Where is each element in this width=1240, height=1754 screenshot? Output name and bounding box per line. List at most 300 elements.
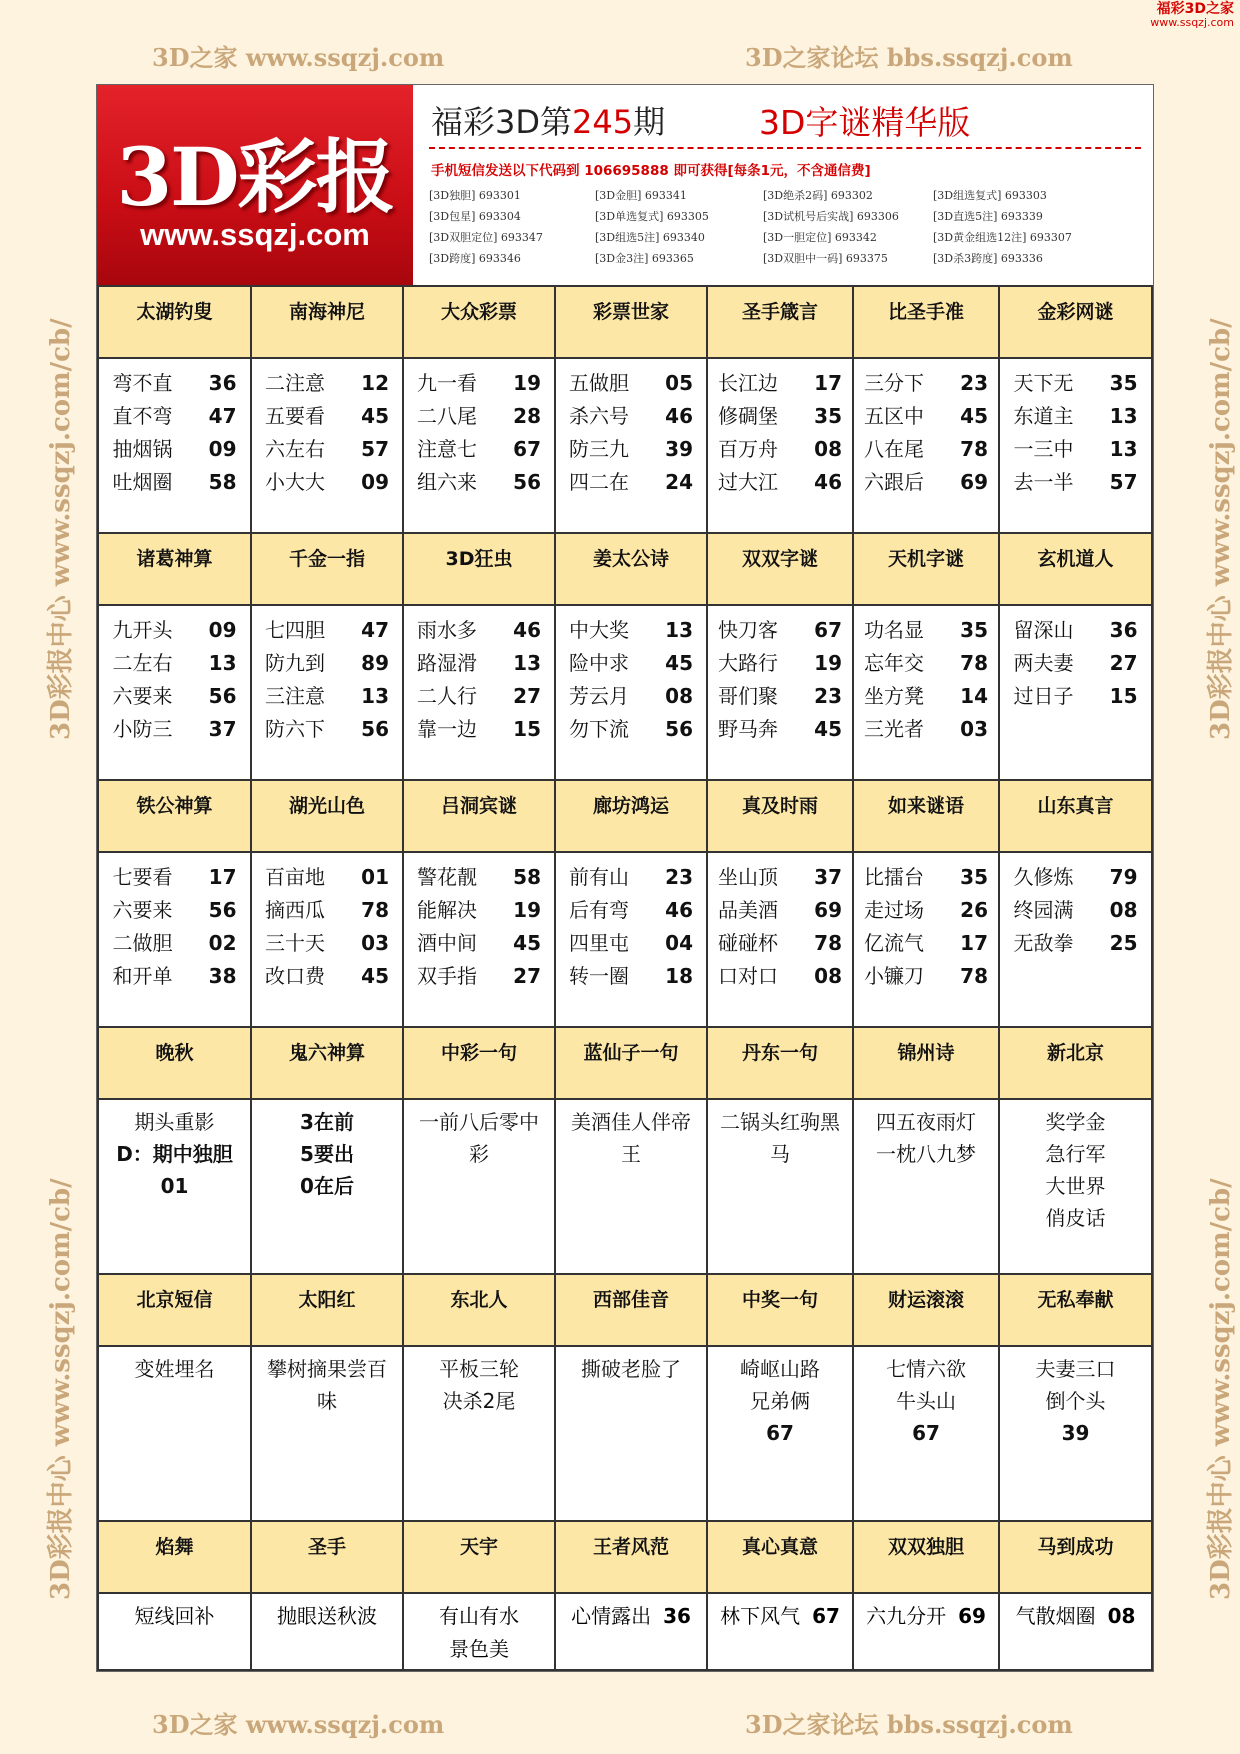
riddle-cell bbox=[554, 851, 706, 1026]
riddle-text: 走过场 bbox=[864, 898, 924, 922]
riddle-text: 改口费 bbox=[265, 964, 325, 988]
riddle-number: 78 bbox=[361, 898, 389, 922]
watermark-bottom-left: 3D之家 www.ssqzj.com bbox=[152, 1710, 445, 1739]
riddle-number: 13 bbox=[208, 651, 237, 675]
riddle-line bbox=[854, 960, 998, 993]
column-header-label: 无私奉献 bbox=[1037, 1289, 1114, 1311]
riddle-text-block bbox=[1000, 1100, 1151, 1234]
riddle-number: 89 bbox=[361, 651, 389, 675]
riddle-number: 78 bbox=[960, 964, 988, 988]
riddle-number: 69 bbox=[814, 898, 842, 922]
riddle-text-line: 七情六欲 bbox=[886, 1357, 966, 1381]
riddle-number: 09 bbox=[208, 437, 237, 461]
riddle-text-block bbox=[404, 1100, 554, 1170]
riddle-number: 35 bbox=[814, 404, 842, 428]
riddle-cell bbox=[554, 1592, 706, 1671]
riddle-number: 79 bbox=[1109, 865, 1138, 889]
riddle-cell bbox=[998, 357, 1153, 532]
riddle-line bbox=[99, 960, 250, 993]
riddle-line bbox=[854, 433, 998, 466]
divider bbox=[429, 147, 1141, 149]
riddle-number: 35 bbox=[1109, 371, 1138, 395]
riddle-cell bbox=[402, 604, 554, 779]
sms-code: [3D单选复式] 693305 bbox=[595, 210, 709, 223]
riddle-cell bbox=[852, 604, 998, 779]
riddle-number: 58 bbox=[208, 470, 237, 494]
column-header bbox=[998, 285, 1153, 357]
riddle-text: 短线回补 bbox=[134, 1604, 215, 1628]
column-header-label: 真及时雨 bbox=[741, 795, 818, 817]
riddle-text: 忘年交 bbox=[864, 651, 924, 675]
riddle-line bbox=[99, 894, 250, 927]
column-header-label: 千金一指 bbox=[288, 548, 365, 570]
riddle-text-block bbox=[252, 1347, 402, 1417]
riddle-cell bbox=[998, 1592, 1153, 1671]
riddle-line bbox=[404, 1594, 554, 1629]
riddle-line bbox=[1000, 367, 1151, 400]
riddle-number: 35 bbox=[960, 618, 988, 642]
riddle-text-line: 撕破老脸了 bbox=[581, 1357, 681, 1381]
sms-code: [3D组选5注] 693340 bbox=[595, 231, 705, 244]
issue-number: 245 bbox=[572, 103, 634, 141]
sms-code: [3D黄金组选12注] 693307 bbox=[933, 231, 1072, 244]
riddle-text-block bbox=[556, 1100, 706, 1170]
riddle-text: 二注意 bbox=[265, 371, 325, 395]
riddle-text: 无敌拳 bbox=[1013, 931, 1074, 955]
riddle-number: 05 bbox=[665, 371, 693, 395]
riddle-number: 14 bbox=[960, 684, 988, 708]
riddle-number: 69 bbox=[958, 1604, 986, 1628]
riddle-line bbox=[556, 894, 706, 927]
riddle-number: 08 bbox=[814, 964, 842, 988]
riddle-line bbox=[556, 614, 706, 647]
riddle-cell bbox=[250, 604, 402, 779]
riddle-line bbox=[252, 400, 402, 433]
issue-title bbox=[431, 97, 971, 143]
riddle-text-line: 5要出 bbox=[300, 1142, 354, 1166]
riddle-text: 三分下 bbox=[864, 371, 924, 395]
riddle-number: 56 bbox=[208, 684, 237, 708]
watermark-top-right: 3D之家论坛 bbs.ssqzj.com bbox=[745, 43, 1073, 72]
riddle-text: 双手指 bbox=[417, 964, 477, 988]
riddle-cell bbox=[554, 1098, 706, 1273]
riddle-line bbox=[1000, 466, 1151, 499]
riddle-number: 38 bbox=[208, 964, 237, 988]
riddle-lines bbox=[252, 606, 402, 746]
riddle-cell bbox=[97, 1592, 250, 1671]
column-header bbox=[998, 1026, 1153, 1098]
riddle-lines bbox=[404, 359, 554, 499]
riddle-line bbox=[404, 927, 554, 960]
riddle-text: 吐烟圈 bbox=[112, 470, 173, 494]
riddle-cell bbox=[554, 357, 706, 532]
riddle-line bbox=[708, 960, 852, 993]
riddle-text: 碰碰杯 bbox=[718, 931, 778, 955]
riddle-line bbox=[252, 680, 402, 713]
riddle-number: 69 bbox=[960, 470, 988, 494]
riddle-number: 08 bbox=[665, 684, 693, 708]
riddle-line bbox=[708, 927, 852, 960]
riddle-number: 18 bbox=[665, 964, 693, 988]
riddle-text: 小大大 bbox=[265, 470, 325, 494]
riddle-line bbox=[404, 894, 554, 927]
riddle-line bbox=[404, 861, 554, 894]
riddle-number: 01 bbox=[361, 865, 389, 889]
riddle-text: 五区中 bbox=[864, 404, 924, 428]
column-header bbox=[852, 1026, 998, 1098]
riddle-text: 二人行 bbox=[417, 684, 477, 708]
riddle-text-block bbox=[854, 1347, 998, 1449]
riddle-lines bbox=[99, 606, 250, 746]
riddle-cell bbox=[852, 1345, 998, 1520]
riddle-line bbox=[708, 433, 852, 466]
column-header-label: 真心真意 bbox=[741, 1536, 818, 1558]
riddle-line bbox=[99, 861, 250, 894]
riddle-cell bbox=[706, 1592, 852, 1671]
riddle-number: 13 bbox=[513, 651, 541, 675]
column-header-label: 西部佳音 bbox=[592, 1289, 669, 1311]
riddle-text: 六跟后 bbox=[864, 470, 924, 494]
riddle-text: 终园满 bbox=[1013, 898, 1074, 922]
riddle-number: 56 bbox=[513, 470, 541, 494]
riddle-text: 雨水多 bbox=[417, 618, 477, 642]
riddle-cell bbox=[97, 1345, 250, 1520]
column-header-label: 北京短信 bbox=[136, 1289, 213, 1311]
riddle-line bbox=[708, 367, 852, 400]
column-header-label: 比圣手准 bbox=[887, 301, 964, 323]
riddle-line bbox=[556, 713, 706, 746]
riddle-number: 25 bbox=[1109, 931, 1138, 955]
riddle-line bbox=[556, 400, 706, 433]
column-header bbox=[97, 779, 250, 851]
riddle-line bbox=[1000, 433, 1151, 466]
column-header-label: 丹东一句 bbox=[741, 1042, 818, 1064]
riddle-text: 注意七 bbox=[417, 437, 477, 461]
riddle-text-line: 王 bbox=[621, 1142, 641, 1166]
corner-brand bbox=[1150, 2, 1234, 28]
side-watermark-left-2: 3D彩报中心 www.ssqzj.com/cb/ bbox=[46, 1178, 76, 1600]
riddle-text-line: 美酒佳人伴帝 bbox=[571, 1110, 691, 1134]
riddle-line bbox=[556, 367, 706, 400]
riddle-lines bbox=[708, 853, 852, 993]
column-header bbox=[706, 1026, 852, 1098]
riddle-text: 二八尾 bbox=[417, 404, 477, 428]
riddle-text-block bbox=[404, 1347, 554, 1417]
riddle-text: 酒中间 bbox=[417, 931, 477, 955]
sms-code: [3D组选复式] 693303 bbox=[933, 189, 1047, 202]
riddle-text: 去一半 bbox=[1013, 470, 1074, 494]
column-header bbox=[554, 1026, 706, 1098]
riddle-line bbox=[854, 680, 998, 713]
column-header bbox=[97, 285, 250, 357]
riddle-line bbox=[556, 927, 706, 960]
riddle-number: 78 bbox=[960, 437, 988, 461]
column-header bbox=[706, 1273, 852, 1345]
riddle-line bbox=[404, 960, 554, 993]
riddle-lines bbox=[556, 853, 706, 993]
riddle-line bbox=[404, 647, 554, 680]
riddle-text-block bbox=[99, 1347, 250, 1385]
riddle-line bbox=[708, 647, 852, 680]
riddle-cell bbox=[402, 851, 554, 1026]
column-header-label: 彩票世家 bbox=[592, 301, 669, 323]
riddle-text-block bbox=[252, 1100, 402, 1202]
riddle-line bbox=[708, 400, 852, 433]
column-header-label: 锦州诗 bbox=[897, 1042, 955, 1064]
riddle-line bbox=[252, 367, 402, 400]
column-header bbox=[250, 1026, 402, 1098]
riddle-cell bbox=[402, 1592, 554, 1671]
riddle-text-line: 01 bbox=[160, 1174, 189, 1198]
riddle-cell bbox=[998, 1098, 1153, 1273]
riddle-text: 险中求 bbox=[569, 651, 629, 675]
riddle-text: 四二在 bbox=[569, 470, 629, 494]
riddle-cell bbox=[706, 851, 852, 1026]
column-header-label: 圣手 bbox=[307, 1536, 346, 1558]
riddle-text: 芳云月 bbox=[569, 684, 629, 708]
riddle-number: 23 bbox=[960, 371, 988, 395]
riddle-text: 修碉堡 bbox=[718, 404, 778, 428]
riddle-text-line: 决杀2尾 bbox=[442, 1389, 516, 1413]
riddle-text: 六九分开 bbox=[866, 1604, 947, 1628]
riddle-text: 三十天 bbox=[265, 931, 325, 955]
riddle-number: 56 bbox=[361, 717, 389, 741]
riddle-lines bbox=[708, 606, 852, 746]
column-header-label: 新北京 bbox=[1046, 1042, 1104, 1064]
riddle-text-line: 彩 bbox=[469, 1142, 489, 1166]
column-header bbox=[554, 1520, 706, 1592]
riddle-line bbox=[99, 400, 250, 433]
riddle-line bbox=[1000, 680, 1151, 713]
column-header bbox=[402, 1273, 554, 1345]
riddle-text-line: 味 bbox=[317, 1389, 337, 1413]
riddle-number: 13 bbox=[1109, 404, 1138, 428]
sms-code: [3D金胆] 693341 bbox=[595, 189, 687, 202]
riddle-text-line: 期头重影 bbox=[134, 1110, 215, 1134]
riddle-cell bbox=[554, 604, 706, 779]
riddle-line bbox=[556, 647, 706, 680]
column-header-label: 诸葛神算 bbox=[136, 548, 213, 570]
riddle-number: 67 bbox=[812, 1604, 840, 1628]
column-header bbox=[402, 532, 554, 604]
riddle-text: 留深山 bbox=[1013, 618, 1074, 642]
riddle-text-line: 兄弟俩 bbox=[750, 1389, 810, 1413]
column-header bbox=[250, 1520, 402, 1592]
riddle-cell bbox=[97, 851, 250, 1026]
riddle-number: 13 bbox=[665, 618, 693, 642]
riddle-cell bbox=[250, 1345, 402, 1520]
column-header bbox=[554, 1273, 706, 1345]
corner-title: 福彩3D之家 bbox=[1156, 1, 1234, 17]
riddle-text: 五要看 bbox=[265, 404, 325, 428]
riddle-text-line: 攀树摘果尝百 bbox=[267, 1357, 387, 1381]
riddle-lines bbox=[99, 853, 250, 993]
riddle-text: 小防三 bbox=[112, 717, 173, 741]
column-header-label: 如来谜语 bbox=[887, 795, 964, 817]
sms-code: [3D绝杀2码] 693302 bbox=[763, 189, 873, 202]
riddle-line bbox=[99, 614, 250, 647]
riddle-cell bbox=[852, 1098, 998, 1273]
column-header bbox=[706, 532, 852, 604]
riddle-line bbox=[854, 614, 998, 647]
riddle-lines bbox=[708, 359, 852, 499]
riddle-line bbox=[854, 1594, 998, 1629]
riddle-text: 警花靓 bbox=[417, 865, 477, 889]
riddle-text-line: 倒个头 bbox=[1045, 1389, 1106, 1413]
riddle-lines bbox=[1000, 853, 1151, 960]
riddle-text: 一三中 bbox=[1013, 437, 1074, 461]
riddle-text: 抽烟锅 bbox=[112, 437, 173, 461]
riddle-number: 28 bbox=[513, 404, 541, 428]
riddle-text: 转一圈 bbox=[569, 964, 629, 988]
corner-url: www.ssqzj.com bbox=[1150, 15, 1234, 29]
column-header bbox=[852, 1520, 998, 1592]
riddle-line bbox=[404, 680, 554, 713]
riddle-cell bbox=[250, 357, 402, 532]
riddle-number: 57 bbox=[361, 437, 389, 461]
watermark-bottom-right: 3D之家论坛 bbs.ssqzj.com bbox=[745, 1710, 1073, 1739]
riddle-text: 东道主 bbox=[1013, 404, 1074, 428]
column-header bbox=[250, 779, 402, 851]
column-header-label: 鬼六神算 bbox=[288, 1042, 365, 1064]
riddle-text: 百亩地 bbox=[265, 865, 325, 889]
riddle-line bbox=[1000, 927, 1151, 960]
riddle-text-block bbox=[99, 1100, 250, 1202]
riddle-text: 三注意 bbox=[265, 684, 325, 708]
riddle-line bbox=[708, 466, 852, 499]
riddle-number: 08 bbox=[814, 437, 842, 461]
sms-code: [3D独胆] 693301 bbox=[429, 189, 521, 202]
title-prefix: 福彩3D第 bbox=[431, 103, 573, 141]
column-header bbox=[998, 1520, 1153, 1592]
riddle-number: 45 bbox=[361, 404, 389, 428]
logo-text: 3D彩报 bbox=[116, 130, 394, 224]
riddle-number: 17 bbox=[208, 865, 237, 889]
sms-code: [3D直选5注] 693339 bbox=[933, 210, 1043, 223]
riddle-text: 比擂台 bbox=[864, 865, 924, 889]
edition-subtitle: 3D字谜精华版 bbox=[759, 103, 971, 142]
riddle-text: 防三九 bbox=[569, 437, 629, 461]
riddle-text: 七四胆 bbox=[265, 618, 325, 642]
riddle-line bbox=[404, 433, 554, 466]
riddle-lines bbox=[854, 606, 998, 746]
column-header bbox=[554, 779, 706, 851]
riddle-text: 久修炼 bbox=[1013, 865, 1074, 889]
riddle-number: 12 bbox=[361, 371, 389, 395]
column-header bbox=[554, 532, 706, 604]
column-header bbox=[402, 779, 554, 851]
riddle-line bbox=[556, 861, 706, 894]
sms-code: [3D试机号后实战] 693306 bbox=[763, 210, 899, 223]
riddle-text: 百万舟 bbox=[718, 437, 778, 461]
riddle-line bbox=[854, 400, 998, 433]
column-header bbox=[250, 1273, 402, 1345]
riddle-text: 摘西瓜 bbox=[265, 898, 325, 922]
riddle-text: 品美酒 bbox=[718, 898, 778, 922]
column-header bbox=[554, 285, 706, 357]
riddle-text: 中大奖 bbox=[569, 618, 629, 642]
riddle-number: 15 bbox=[513, 717, 541, 741]
riddle-line bbox=[404, 713, 554, 746]
riddle-text: 防九到 bbox=[265, 651, 325, 675]
riddle-lines bbox=[252, 359, 402, 499]
column-header-label: 蓝仙子一句 bbox=[583, 1042, 679, 1064]
riddle-number: 45 bbox=[665, 651, 693, 675]
riddle-line bbox=[252, 614, 402, 647]
riddle-text: 两夫妻 bbox=[1013, 651, 1074, 675]
riddle-text: 前有山 bbox=[569, 865, 629, 889]
riddle-text: 弯不直 bbox=[112, 371, 173, 395]
column-header-label: 玄机道人 bbox=[1037, 548, 1114, 570]
riddle-line bbox=[1000, 861, 1151, 894]
sms-code: [3D双胆中一码] 693375 bbox=[763, 252, 888, 265]
riddle-number: 58 bbox=[513, 865, 541, 889]
riddle-line bbox=[854, 647, 998, 680]
riddle-cell bbox=[706, 1098, 852, 1273]
riddle-number: 57 bbox=[1109, 470, 1138, 494]
riddle-text: 能解决 bbox=[417, 898, 477, 922]
column-header-label: 双双字谜 bbox=[741, 548, 818, 570]
riddle-line bbox=[708, 1594, 852, 1629]
riddle-lines bbox=[404, 853, 554, 993]
sms-code: [3D包星] 693304 bbox=[429, 210, 521, 223]
riddle-cell bbox=[998, 1345, 1153, 1520]
column-header-label: 焰舞 bbox=[155, 1536, 194, 1558]
column-header bbox=[97, 532, 250, 604]
riddle-text: 天下无 bbox=[1013, 371, 1074, 395]
riddle-text: 景色美 bbox=[449, 1637, 509, 1661]
riddle-line bbox=[1000, 614, 1151, 647]
riddle-line bbox=[252, 713, 402, 746]
riddle-number: 46 bbox=[814, 470, 842, 494]
column-header bbox=[250, 285, 402, 357]
column-header-label: 王者风范 bbox=[592, 1536, 669, 1558]
riddle-text-line: 一枕八九梦 bbox=[876, 1142, 976, 1166]
title-suffix: 期 bbox=[633, 103, 666, 141]
riddle-cell bbox=[250, 1098, 402, 1273]
riddle-number: 67 bbox=[513, 437, 541, 461]
riddle-number: 27 bbox=[1109, 651, 1138, 675]
riddle-text: 坐方凳 bbox=[864, 684, 924, 708]
column-header bbox=[250, 532, 402, 604]
riddle-line bbox=[99, 1594, 250, 1629]
riddle-number: 78 bbox=[960, 651, 988, 675]
riddle-cell bbox=[250, 1592, 402, 1671]
column-header-label: 天宇 bbox=[459, 1536, 498, 1558]
riddle-line bbox=[1000, 400, 1151, 433]
riddle-text-line: 牛头山 bbox=[896, 1389, 956, 1413]
sms-code: [3D双胆定位] 693347 bbox=[429, 231, 543, 244]
riddle-text: 有山有水 bbox=[439, 1604, 519, 1628]
riddle-number: 04 bbox=[665, 931, 693, 955]
riddle-number: 23 bbox=[665, 865, 693, 889]
riddle-text-line: 变姓埋名 bbox=[134, 1357, 215, 1381]
riddle-text: 勿下流 bbox=[569, 717, 629, 741]
riddle-number: 67 bbox=[814, 618, 842, 642]
riddle-number: 46 bbox=[665, 404, 693, 428]
column-header-label: 双双独胆 bbox=[887, 1536, 964, 1558]
riddle-line bbox=[252, 466, 402, 499]
riddle-number: 23 bbox=[814, 684, 842, 708]
column-header bbox=[998, 1273, 1153, 1345]
riddle-text: 心情露出 bbox=[571, 1604, 652, 1628]
riddle-text-line: 崎岖山路 bbox=[740, 1357, 820, 1381]
riddle-number: 08 bbox=[1107, 1604, 1136, 1628]
riddle-text: 快刀客 bbox=[718, 618, 778, 642]
riddle-text-line: 二锅头红驹黑 bbox=[720, 1110, 840, 1134]
riddle-number: 03 bbox=[960, 717, 988, 741]
column-header bbox=[706, 285, 852, 357]
